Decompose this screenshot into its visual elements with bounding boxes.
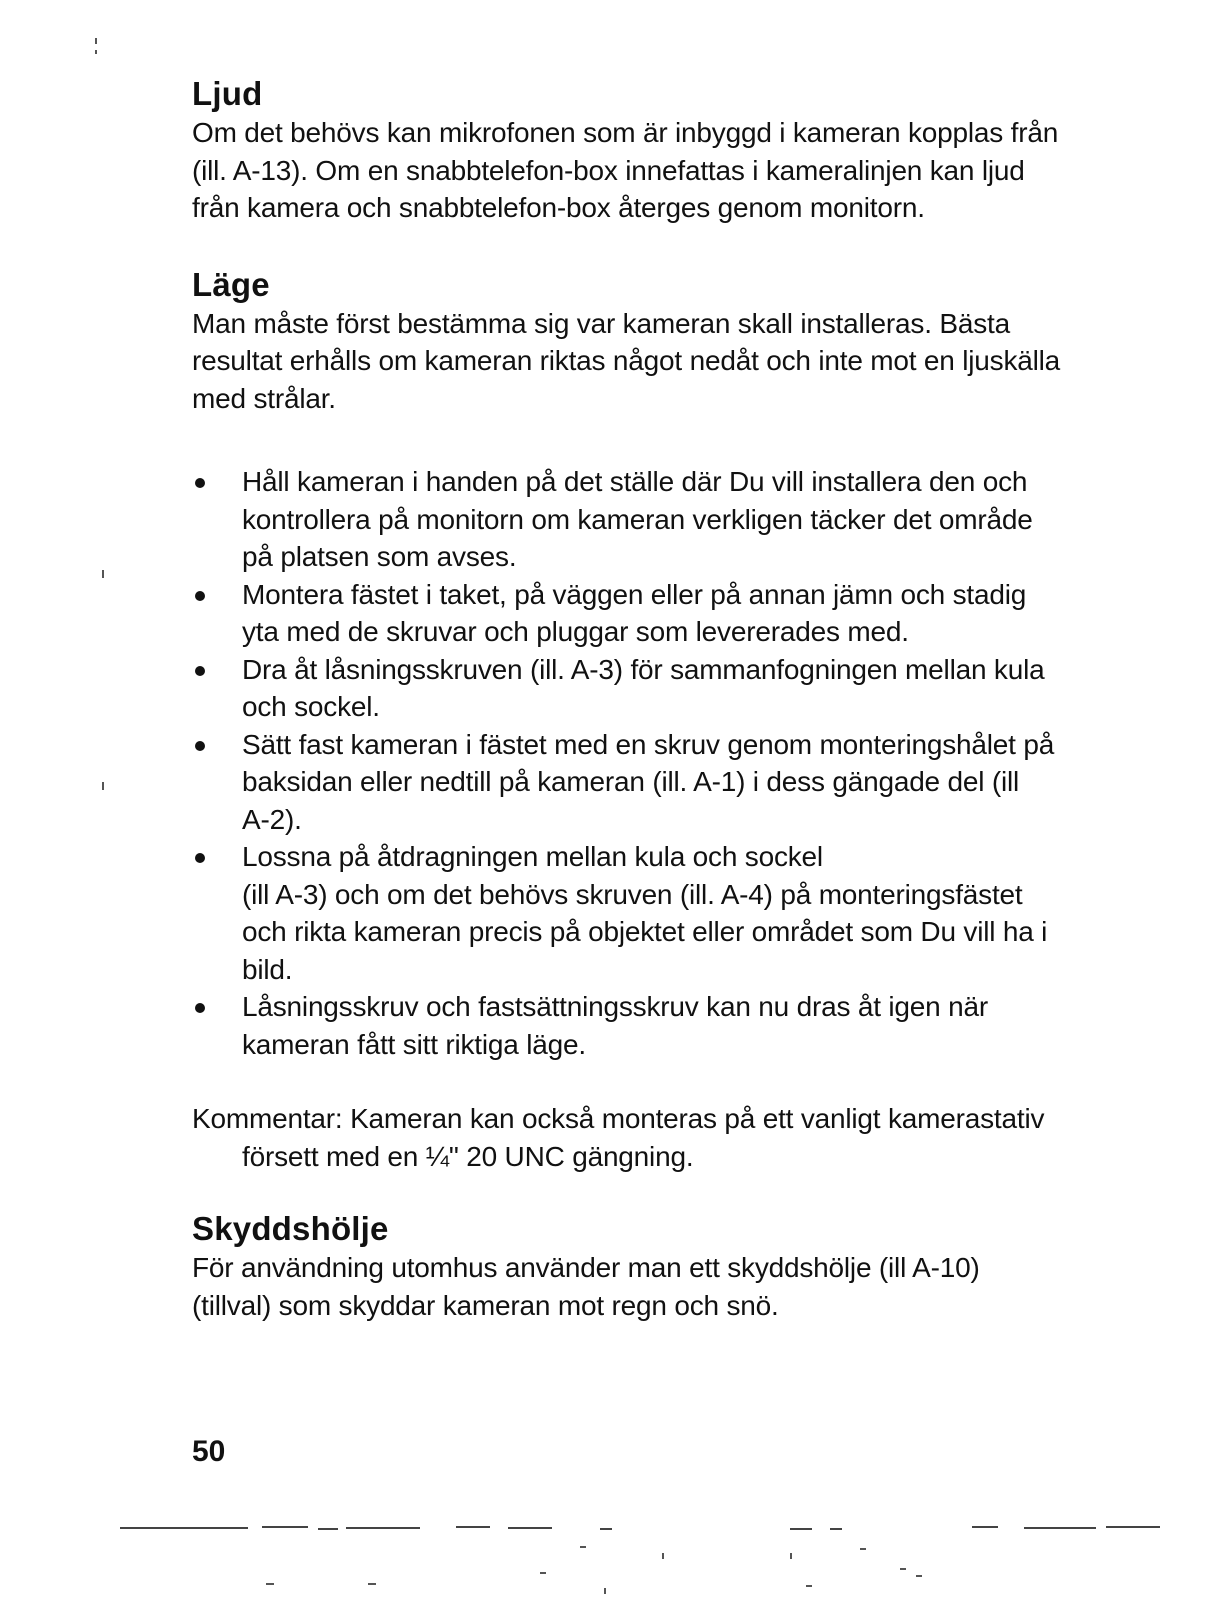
bullet-icon: [195, 478, 205, 488]
list-item: [192, 838, 1122, 988]
bullet-icon: [195, 591, 205, 601]
text-line: Om det behövs kan mikrofonen som är inbyggd i kameran kopplas från: [192, 117, 1059, 148]
list-item: [192, 576, 1122, 651]
list-item: [192, 463, 1122, 576]
text-line: försett med en ¼" 20 UNC gängning.: [242, 1140, 694, 1172]
list-item: [192, 988, 1122, 1063]
paragraph-ljud: [192, 114, 1122, 227]
text-line: Kommentar: Kameran kan också monteras på ett vanligt kamerastativ: [192, 1103, 1045, 1134]
text-line: yta med de skruvar och pluggar som levererades med.: [242, 616, 909, 647]
bullet-icon: [195, 741, 205, 751]
list-item: [192, 651, 1122, 726]
text-line: från kamera och snabbtelefon-box återges genom monitorn.: [192, 192, 925, 223]
section-skyddsholje: [192, 1209, 1122, 1324]
text-line: Sätt fast kameran i fästet med en skruv genom monteringshålet på: [242, 728, 1055, 760]
paragraph-skyddsholje: [192, 1249, 1122, 1324]
text-line: Håll kameran i handen på det ställe där Du vill installera den och: [242, 466, 1028, 497]
text-line: (tillval) som skyddar kameran mot regn och snö.: [192, 1289, 779, 1321]
text-line: Montera fästet i taket, på väggen eller på annan jämn och stadig: [242, 578, 1027, 610]
list-item: [192, 726, 1122, 839]
manual-page: [192, 74, 1122, 1324]
text-line: (ill A-3) och om det behövs skruven (ill. A-4) på monteringsfästet: [242, 878, 1023, 910]
text-line: bild.: [242, 953, 293, 985]
text-line: och rikta kameran precis på objektet eller området som Du vill ha i: [242, 916, 1048, 947]
bullet-icon: [195, 853, 205, 863]
paragraph-lage: [192, 305, 1122, 418]
heading-lage: Läge: [192, 265, 270, 303]
text-line: resultat erhålls om kameran riktas något nedåt och inte mot en ljuskälla: [192, 345, 1061, 376]
text-line: Lossna på åtdragningen mellan kula och sockel: [242, 841, 823, 872]
bullet-icon: [195, 666, 205, 676]
text-line: Man måste först bestämma sig var kameran skall installeras. Bästa: [192, 307, 1010, 339]
comment-note: [192, 1100, 1122, 1175]
text-line: på platsen som avses.: [242, 541, 517, 572]
text-line: (ill. A-13). Om en snabbtelefon-box innefattas i kameralinjen kan ljud: [192, 154, 1025, 186]
page-number: 50: [192, 1435, 226, 1468]
instruction-list: [192, 463, 1122, 1063]
text-line: A-2).: [242, 803, 302, 835]
heading-skyddsholje: Skyddshölje: [192, 1210, 389, 1247]
text-line: baksidan eller nedtill på kameran (ill. A-1) i dess gängade del (ill: [242, 766, 1020, 797]
bullet-icon: [195, 1003, 205, 1013]
text-line: och sockel.: [242, 691, 380, 722]
section-lage: [192, 265, 1122, 418]
heading-ljud: Ljud: [192, 75, 263, 112]
section-ljud: [192, 74, 1122, 227]
text-line: Låsningsskruv och fastsättningsskruv kan nu dras åt igen när: [242, 991, 988, 1022]
text-line: kontrollera på monitorn om kameran verkligen täcker det område: [242, 503, 1033, 535]
text-line: För användning utomhus använder man ett skyddshölje (ill A-10): [192, 1252, 980, 1283]
text-line: Dra åt låsningsskruven (ill. A-3) för sammanfogningen mellan kula: [242, 653, 1045, 685]
text-line: kameran fått sitt riktiga läge.: [242, 1028, 586, 1060]
text-line: med strålar.: [192, 382, 336, 414]
